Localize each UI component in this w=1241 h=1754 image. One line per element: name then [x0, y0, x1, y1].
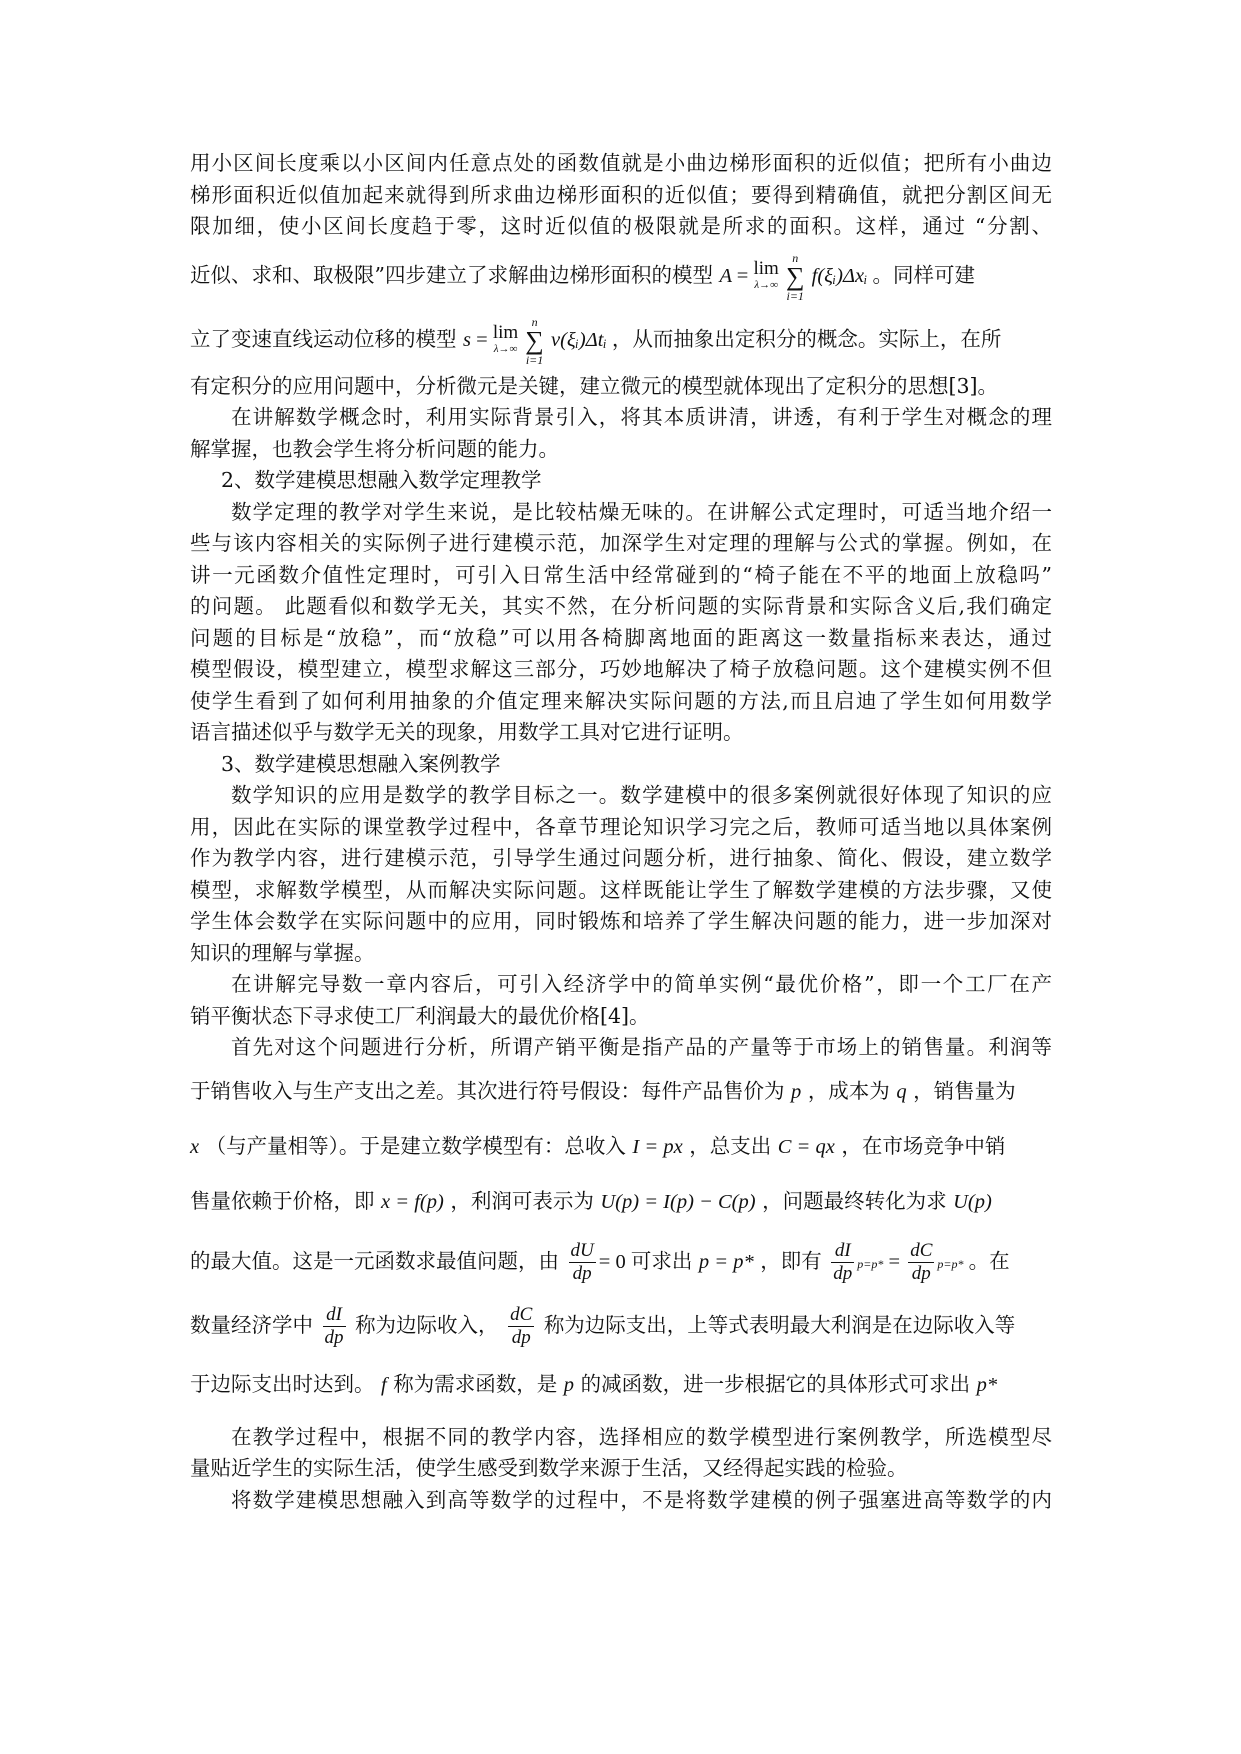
- text-line: 的问题。 此题看似和数学无关，其实不然，在分析问题的实际背景和实际含义后,我们确定: [190, 594, 1052, 618]
- text-segment: 近似、求和、取极限”四步建立了求解曲边梯形面积的模型: [190, 262, 713, 287]
- marginal-equality-formula: $\frac{dI}{dp}$ p=p* = $\frac{dC}{dp}$ p=p*: [833, 1240, 964, 1285]
- text-line-with-formula: 于边际支出时达到。 f 称为需求函数，是 p 的减函数，进一步根据它的具体形式可求出 p*: [190, 1371, 998, 1396]
- marginal-cost-fraction: $\frac{dC}{dp}$: [510, 1303, 533, 1348]
- text-line: 限加细，使小区间长度趋于零，这时近似值的极限就是所求的面积。这样，通过 “分割、: [190, 214, 1052, 238]
- optimal-price-formula: p = p*: [698, 1250, 754, 1273]
- price-symbol: p: [791, 1080, 802, 1103]
- text-line: 将数学建模思想融入到高等数学的过程中，不是将数学建模的例子强塞进高等数学的内: [231, 1487, 1052, 1512]
- quantity-symbol: x: [190, 1135, 200, 1158]
- text-line: 首先对这个问题进行分析，所谓产销平衡是指产品的产量等于市场上的销售量。利润等: [231, 1035, 1052, 1059]
- text-line: 模型假设，模型建立，模型求解这三部分，巧妙地解决了椅子放稳问题。这个建模实例不但: [190, 657, 1052, 681]
- text-segment: ，从而抽象出定积分的概念。实际上，在所: [611, 326, 1002, 351]
- text-line: 有定积分的应用问题中，分析微元是关键，建立微元的模型就体现出了定积分的思想[3]。: [190, 373, 999, 398]
- text-line-with-formula: 于销售收入与生产支出之差。其次进行符号假设：每件产品售价为 p ，成本为 q ，销售量为: [190, 1078, 1016, 1103]
- text-line: 数学知识的应用是数学的教学目标之一。数学建模中的很多案例就很好体现了知识的应: [231, 783, 1052, 807]
- derivative-condition: $\frac{dU}{dp}$ = 0: [570, 1240, 626, 1285]
- demand-function-symbol: f: [381, 1373, 387, 1396]
- cost-formula: C = qx: [777, 1135, 835, 1158]
- text-line: 语言描述似乎与数学无关的现象，用数学工具对它进行证明。: [190, 720, 744, 744]
- revenue-formula: I = px: [632, 1135, 683, 1158]
- text-line: 销平衡状态下寻求使工厂利润最大的最优价格[4]。: [190, 1003, 650, 1028]
- text-line: 问题的目标是“放稳”，而“放稳”可以用各椅脚离地面的距离这一数量指标来表达，通过: [190, 625, 1052, 650]
- cost-symbol: q: [896, 1080, 907, 1103]
- text-line: 模型，求解数学模型，从而解决实际问题。这样既能让学生了解数学建模的方法步骤，又使: [190, 877, 1052, 902]
- text-line: 学生体会数学在实际问题中的应用，同时锻炼和培养了学生解决问题的能力，进一步加深对: [190, 909, 1052, 933]
- text-line-with-formula: [190, 243, 1052, 307]
- text-line-with-formula: 售量依赖于价格，即 x = f(p) ，利润可表示为 U(p) = I(p) − C(p) ，问题最终转化为求 U(p): [190, 1188, 992, 1213]
- text-line-with-formula: x （与产量相等）。于是建立数学模型有：总收入 I = px ，总支出 C = qx ，在市场竞争中销: [190, 1133, 1006, 1158]
- text-line: 在讲解完导数一章内容后，可引入经济学中的简单实例“最优价格”，即一个工厂在产: [231, 972, 1052, 996]
- marginal-revenue-fraction: $\frac{dI}{dp}$: [324, 1303, 344, 1348]
- text-line: 些与该内容相关的实际例子进行建模示范，加深学生对定理的理解与公式的掌握。例如，在: [190, 531, 1052, 555]
- area-model-formula: A = lim λ→∞ n ∑ i=1 f(ξᵢ)Δxᵢ: [719, 250, 868, 303]
- text-line: 数学定理的教学对学生来说，是比较枯燥无味的。在讲解公式定理时，可适当地介绍一: [231, 499, 1052, 524]
- text-segment: 。同样可建: [872, 262, 975, 287]
- section-heading: 3、数学建模思想融入案例教学: [221, 751, 501, 776]
- text-line: 讲一元函数介值性定理时，可引入日常生活中经常碰到的“椅子能在不平的地面上放稳吗”: [190, 562, 1052, 587]
- text-line: 在教学过程中，根据不同的教学内容，选择相应的数学模型进行案例教学，所选模型尽: [231, 1424, 1052, 1449]
- text-line: 使学生看到了如何利用抽象的介值定理来解决实际问题的方法,而且启迪了学生如何用数学: [190, 688, 1052, 713]
- demand-formula: x = f(p): [381, 1190, 444, 1213]
- displacement-model-formula: s = lim λ→∞ n ∑ i=1 v(ξᵢ)Δtᵢ: [463, 314, 607, 367]
- profit-formula: U(p) = I(p) − C(p): [600, 1190, 756, 1213]
- text-segment: 立了变速直线运动位移的模型: [190, 326, 457, 351]
- profit-symbol: U(p): [953, 1190, 992, 1213]
- text-line-with-formula: 数量经济学中 $\frac{dI}{dp}$ 称为边际收入， $\frac{dC}{dp}$ 称为边际支出，上等式表明最大利润是在边际收入等: [190, 1303, 1016, 1348]
- text-line: 用，因此在实际的课堂教学过程中，各章节理论知识学习完之后，教师可适当地以具体案例: [190, 814, 1052, 839]
- text-line: 知识的理解与掌握。: [190, 940, 375, 965]
- text-line: 量贴近学生的实际生活，使学生感受到数学来源于生活，又经得起实践的检验。: [190, 1456, 908, 1480]
- price-symbol: p: [563, 1373, 575, 1396]
- text-line-with-formula: [190, 307, 1052, 371]
- text-line: 梯形面积近似值加起来就得到所求曲边梯形面积的近似值；要得到精确值，就把分割区间无: [190, 182, 1052, 207]
- text-line-with-formula: 的最大值。这是一元函数求最值问题，由 $\frac{dU}{dp}$ = 0 可求出 p = p* ，即有 $\frac{dI}{dp}$ p=p* = $\frac{dC}{dp}$ p=p* 。在: [190, 1240, 1010, 1285]
- text-line: 解掌握，也教会学生将分析问题的能力。: [190, 436, 559, 461]
- text-line: 在讲解数学概念时，利用实际背景引入，将其本质讲清，讲透，有利于学生对概念的理: [231, 405, 1052, 429]
- section-heading: 2、数学建模思想融入数学定理教学: [221, 468, 542, 492]
- text-line: 作为教学内容，进行建模示范，引导学生通过问题分析，进行抽象、简化、假设，建立数学: [190, 846, 1052, 870]
- optimal-price-symbol: p*: [976, 1373, 998, 1396]
- document-page: [190, 148, 1052, 1516]
- text-line: 用小区间长度乘以小区间内任意点处的函数值就是小曲边梯形面积的近似值；把所有小曲边: [190, 151, 1052, 175]
